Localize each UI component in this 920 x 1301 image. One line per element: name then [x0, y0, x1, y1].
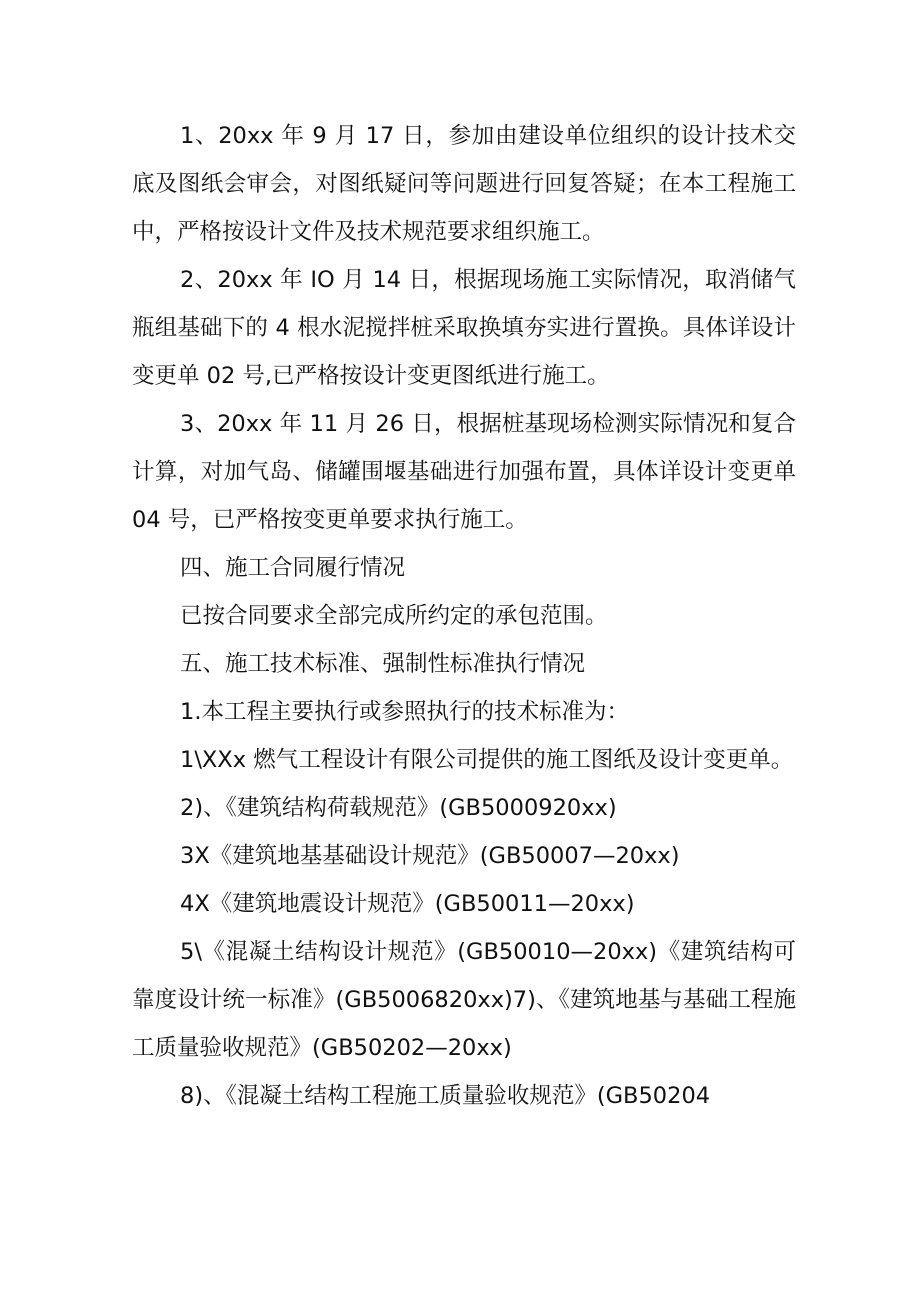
standard-item-1: 1\XXx 燃气工程设计有限公司提供的施工图纸及设计变更单。 — [180, 747, 794, 773]
standard-item-5-7: 5\《混凝土结构设计规范》(GB50010—20xx)《建筑结构可靠度设计统一标准》(GB5006820xx)7)、《建筑地基与基础工程施工质量验收规范》(GB50202—20xx) — [132, 939, 796, 1061]
standard-item-2: 2)、《建筑结构荷载规范》(GB5000920xx) — [180, 795, 617, 821]
section-heading-contract: 四、施工合同履行情况 — [180, 555, 406, 581]
document-body — [132, 112, 796, 1120]
standard-item-4: 4X《建筑地震设计规范》(GB50011—20xx) — [180, 891, 635, 917]
paragraph-design-change-02: 2、20xx 年 IO 月 14 日，根据现场施工实际情况，取消储气瓶组基础下的 4 根水泥搅拌桩采取换填夯实进行置换。具体详设计变更单 02 号,已严格按设计变更图纸进行施工。 — [132, 267, 796, 389]
paragraph-design-change-04: 3、20xx 年 11 月 26 日，根据桩基现场检测实际情况和复合计算，对加气岛、储罐围堰基础进行加强布置，具体详设计变更单 04 号，已严格按变更单要求执行施工。 — [132, 411, 796, 533]
section-heading-standards: 五、施工技术标准、强制性标准执行情况 — [180, 651, 586, 677]
paragraph-standards-intro: 1.本工程主要执行或参照执行的技术标准为： — [180, 699, 629, 725]
paragraph-contract-status: 已按合同要求全部完成所约定的承包范围。 — [180, 603, 608, 629]
paragraph-design-disclosure: 1、20xx 年 9 月 17 日，参加由建设单位组织的设计技术交底及图纸会审会，对图纸疑问等问题进行回复答疑；在本工程施工中，严格按设计文件及技术规范要求组织施工。 — [132, 123, 796, 245]
standard-item-3: 3X《建筑地基基础设计规范》(GB50007—20xx) — [180, 843, 680, 869]
standard-item-8: 8)、《混凝土结构工程施工质量验收规范》(GB50204 — [180, 1083, 711, 1109]
